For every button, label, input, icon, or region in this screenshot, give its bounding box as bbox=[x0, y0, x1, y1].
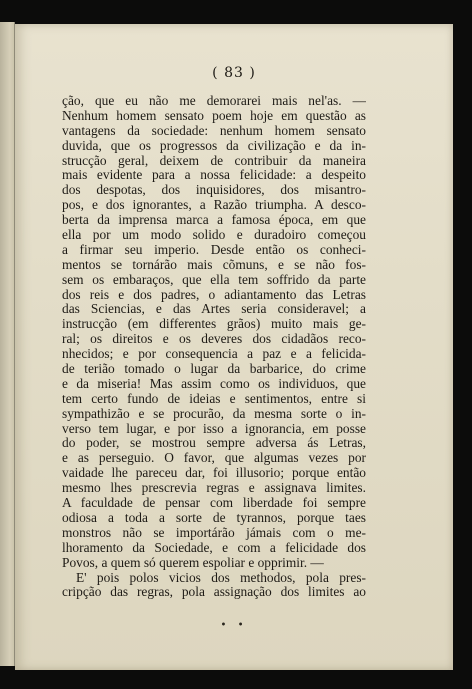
page-body-text bbox=[62, 94, 366, 600]
text-line: dos despotas, dos inquisidores, dos misantro- bbox=[62, 183, 366, 198]
text-line: nhecidos; e por consequencia a paz e a felicida- bbox=[62, 347, 366, 362]
text-line: ral; os direitos e os deveres dos cidadãos reco- bbox=[62, 332, 366, 347]
text-line: dos reis e dos padres, o adiantamento das Letras bbox=[62, 287, 366, 302]
text-line: pos, e dos ignorantes, a Razão triumpha. A desco- bbox=[62, 198, 366, 213]
text-line: e da miseria! Mas assim como os individuos, que bbox=[62, 376, 366, 391]
text-line: A faculdade de pensar com liberdade foi sempre bbox=[62, 496, 366, 511]
text-line: do poder, se mostrou sempre adversa ás Letras, bbox=[62, 436, 366, 451]
text-line: E' pois polos vicios dos methodos, pola pres- bbox=[76, 570, 366, 585]
text-line: mais evidente para a nossa felicidade: a despeito bbox=[62, 168, 366, 183]
text-line: instrucção (em differentes grãos) muito mais ge- bbox=[62, 317, 366, 332]
text-line: Povos, a quem só querem espoliar e opprimir. — bbox=[62, 555, 324, 570]
text-line: e as perseguio. O favor, que algumas vezes por bbox=[62, 451, 366, 466]
text-line: a firmar seu imperio. Desde então os conheci- bbox=[62, 242, 366, 257]
text-line: berta da imprensa marca a famosa época, em que bbox=[62, 213, 366, 228]
text-line: das Sciencias, e das Artes seria consideravel; a bbox=[62, 302, 366, 317]
text-line: tem certo fundo de ideias e sentimentos, entre si bbox=[62, 391, 366, 406]
text-line: cripção das regras, pola assignação dos limites ao bbox=[62, 585, 366, 600]
book-page bbox=[15, 24, 453, 670]
facing-page-edge bbox=[0, 22, 15, 666]
text-line: vaidade lhe pareceu dar, foi illusorio; porque então bbox=[62, 466, 366, 481]
text-line: lhoramento da Sociedade, e com a felicidade dos bbox=[62, 540, 366, 555]
signature-mark: • • bbox=[220, 620, 248, 631]
text-line: sympathizão e se procurão, da mesma sorte o in- bbox=[62, 406, 366, 421]
text-line: verso tem lugar, e por isso a ignorancia, em posse bbox=[62, 421, 366, 436]
text-line: de terião tomado o lugar da barbarice, do crime bbox=[62, 362, 366, 377]
text-line: odiosa a toda a sorte de tyrannos, porque taes bbox=[62, 510, 366, 525]
text-line: strucção geral, deixem de contribuir da maneira bbox=[62, 153, 366, 168]
text-line: sem os embaraços, que ella tem soffrido da parte bbox=[62, 272, 366, 287]
text-line: ella por um modo solido e duradoiro começou bbox=[62, 228, 366, 243]
text-line: Nenhum homem sensato poem hoje em questão as bbox=[62, 108, 366, 123]
page-number: ( 83 ) bbox=[212, 65, 256, 81]
text-line: monstros não se importárão jámais com o me- bbox=[62, 525, 366, 540]
text-line: mentos se tornárão mais cõmuns, e se não fos- bbox=[62, 257, 366, 272]
text-line: ção, que eu não me demorarei mais nel'as. — bbox=[62, 94, 366, 108]
text-line: duvida, que os progressos da civilização e da in- bbox=[62, 138, 366, 153]
text-line: vantagens da sociedade: nenhum homem sensato bbox=[62, 123, 366, 138]
text-line: mesmo lhes prescrevia regras e assignava limites. bbox=[62, 481, 366, 496]
